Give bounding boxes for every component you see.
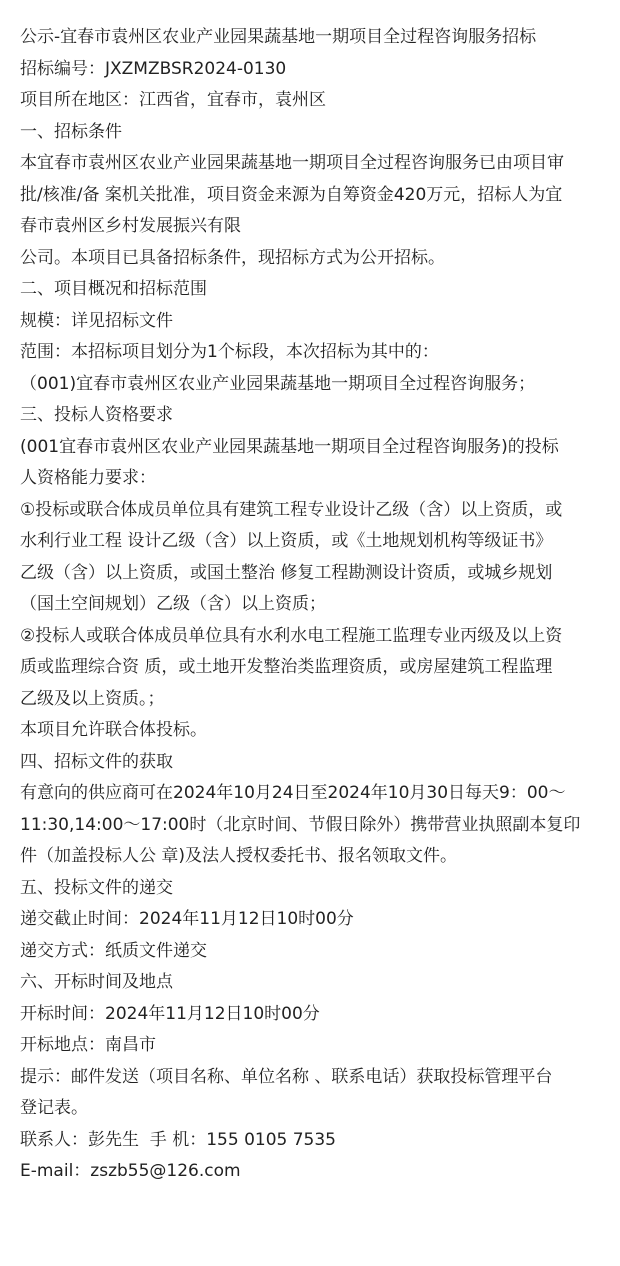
tender-number: 招标编号：JXZMZBSR2024-0130 <box>20 58 287 79</box>
scope-line: 范围：本招标项目划分为1个标段，本次招标为其中的： <box>20 342 439 362</box>
section-heading-tender-conditions: 一、招标条件 <box>20 121 122 142</box>
section-heading-bidder-qualifications: 三、投标人资格要求 <box>20 405 173 425</box>
consortium-line: 本项目允许联合体投标。 <box>20 720 207 740</box>
paragraph-line: 公司。本项目已具备招标条件，现招标方式为公开招标。 <box>20 247 445 268</box>
contact-line: 联系人：彭先生 手 机：155 0105 7535 <box>20 1129 336 1150</box>
opening-location: 开标地点：南昌市 <box>20 1035 156 1055</box>
paragraph-line: 本宜春市袁州区农业产业园果蔬基地一期项目全过程咨询服务已由项目审 <box>20 153 564 173</box>
paragraph-line: 春市袁州区乡村发展振兴有限 <box>20 216 241 236</box>
paragraph-line: 质或监理综合资 质，或土地开发整治类监理资质，或房屋建筑工程监理 <box>20 657 553 677</box>
paragraph-line: (001宜春市袁州区农业产业园果蔬基地一期项目全过程咨询服务)的投标 <box>20 436 559 457</box>
paragraph-line: 11:30,14:00～17:00时（北京时间、节假日除外）携带营业执照副本复印 <box>20 814 581 835</box>
paragraph-line: 件（加盖投标人公 章)及法人授权委托书、报名领取文件。 <box>20 846 458 866</box>
submission-deadline: 递交截止时间：2024年11月12日10时00分 <box>20 909 354 929</box>
paragraph-line: 人资格能力要求： <box>20 468 156 488</box>
lot-line: （001)宜春市袁州区农业产业园果蔬基地一期项目全过程咨询服务； <box>20 373 536 394</box>
notice-title: 公示-宜春市袁州区农业产业园果蔬基地一期项目全过程咨询服务招标 <box>20 27 537 47</box>
paragraph-line: ①投标或联合体成员单位具有建筑工程专业设计乙级（含）以上资质，或 <box>20 499 563 520</box>
scale-line: 规模：详见招标文件 <box>20 310 173 331</box>
opening-time: 开标时间：2024年11月12日10时00分 <box>20 1003 320 1024</box>
paragraph-line: 有意向的供应商可在2024年10月24日至2024年10月30日每天9：00～ <box>20 783 566 803</box>
paragraph-line: 乙级及以上资质。； <box>20 688 165 709</box>
section-heading-obtain-documents: 四、招标文件的获取 <box>20 751 173 772</box>
hint-line: 登记表。 <box>20 1098 88 1118</box>
paragraph-line: 乙级（含）以上资质，或国土整治 修复工程勘测设计资质，或城乡规划 <box>20 562 553 583</box>
paragraph-line: ②投标人或联合体成员单位具有水利水电工程施工监理专业丙级及以上资 <box>20 625 563 646</box>
submission-method: 递交方式：纸质文件递交 <box>20 940 207 961</box>
section-heading-bid-opening: 六、开标时间及地点 <box>20 972 173 992</box>
paragraph-line: 水利行业工程 设计乙级（含）以上资质，或《土地规划机构等级证书》 <box>20 531 553 551</box>
section-heading-project-overview: 二、项目概况和招标范围 <box>20 279 207 299</box>
project-region: 项目所在地区：江西省，宜春市，袁州区 <box>20 90 326 110</box>
email-line: E-mail：zszb55@126.com <box>20 1161 241 1181</box>
paragraph-line: 批/核准/备 案机关批准，项目资金来源为自筹资金420万元，招标人为宜 <box>20 184 563 205</box>
hint-line: 提示：邮件发送（项目名称、单位名称 、联系电话）获取投标管理平台 <box>20 1066 553 1087</box>
paragraph-line: （国土空间规划）乙级（含）以上资质； <box>20 594 326 614</box>
section-heading-bid-submission: 五、投标文件的递交 <box>20 877 173 898</box>
